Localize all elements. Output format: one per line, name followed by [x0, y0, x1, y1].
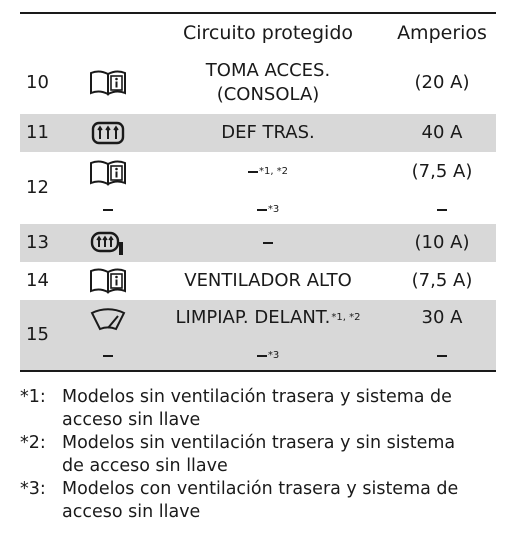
table-row — [20, 300, 496, 370]
circuit-desc — [148, 152, 388, 224]
footnote-ref: *3 — [267, 204, 280, 215]
manual-info-icon — [68, 158, 148, 188]
amps-cell — [388, 300, 496, 370]
footnote — [20, 432, 496, 478]
icon-cell — [68, 300, 148, 370]
table-row — [20, 262, 496, 300]
circuit-desc — [148, 300, 388, 370]
heated-mirror-icon — [68, 224, 148, 262]
dash — [388, 346, 496, 366]
footnote-line: de acceso sin llave — [62, 456, 228, 476]
manual-info-icon — [68, 52, 148, 114]
dash — [68, 200, 148, 220]
fuse-number: 10 — [26, 72, 49, 93]
rear-defrost-icon — [68, 114, 148, 152]
fuse-number: 11 — [26, 122, 49, 143]
amps-value: (10 A) — [414, 232, 470, 253]
fuse-number: 15 — [26, 324, 49, 345]
fuse-number: 12 — [26, 177, 49, 198]
footnote-ref: *1, *2 — [258, 166, 289, 177]
circuit-desc-line — [148, 306, 388, 330]
circuit-desc: DEF TRAS. — [221, 122, 315, 143]
footnotes — [20, 386, 496, 524]
footnote-line: Modelos sin ventilación trasera y sin sistema — [62, 433, 456, 453]
manual-info-icon — [68, 262, 148, 300]
footnote-ref: *3 — [267, 350, 280, 361]
header-circuit: Circuito protegido — [182, 22, 354, 44]
footnote-mark: *3: — [20, 479, 46, 499]
table-header — [20, 14, 496, 52]
footnote-line: Modelos sin ventilación trasera y sistema de — [62, 387, 452, 407]
fuse-number: 13 — [26, 232, 49, 253]
circuit-desc-line — [148, 198, 388, 222]
fuse-number: 14 — [26, 270, 49, 291]
amps-cell — [388, 152, 496, 224]
circuit-desc-line — [148, 160, 388, 184]
table-bottom-rule — [20, 370, 496, 372]
footnote-line: acceso sin llave — [62, 502, 201, 522]
table-row — [20, 152, 496, 224]
amps-value: (7,5 A) — [411, 161, 473, 182]
circuit-desc — [148, 224, 388, 262]
dash — [68, 346, 148, 366]
table-row — [20, 52, 496, 114]
footnote-mark: *2: — [20, 433, 46, 453]
amps-value: 30 A — [421, 307, 463, 328]
footnote — [20, 478, 496, 524]
footnote-line: acceso sin llave — [62, 410, 201, 430]
footnote-line: Modelos con ventilación trasera y sistema de — [62, 479, 459, 499]
windshield-wiper-icon — [68, 306, 148, 334]
amps-value: (20 A) — [414, 72, 470, 93]
circuit-desc-line: (CONSOLA) — [216, 84, 320, 105]
table-row — [20, 224, 496, 262]
amps-value: (7,5 A) — [411, 270, 473, 291]
circuit-desc — [148, 52, 388, 114]
header-amps: Amperios — [397, 22, 487, 44]
footnote-mark: *1: — [20, 387, 46, 407]
amps-value: 40 A — [421, 122, 463, 143]
circuit-desc-line: TOMA ACCES. — [205, 60, 331, 81]
circuit-desc: VENTILADOR ALTO — [184, 270, 352, 291]
circuit-desc-line — [148, 344, 388, 368]
footnote-ref: *1, *2 — [331, 312, 361, 323]
footnote — [20, 386, 496, 432]
circuit-desc-text: LIMPIAP. DELANT. — [175, 307, 331, 328]
dash — [388, 200, 496, 220]
table-row — [20, 114, 496, 152]
